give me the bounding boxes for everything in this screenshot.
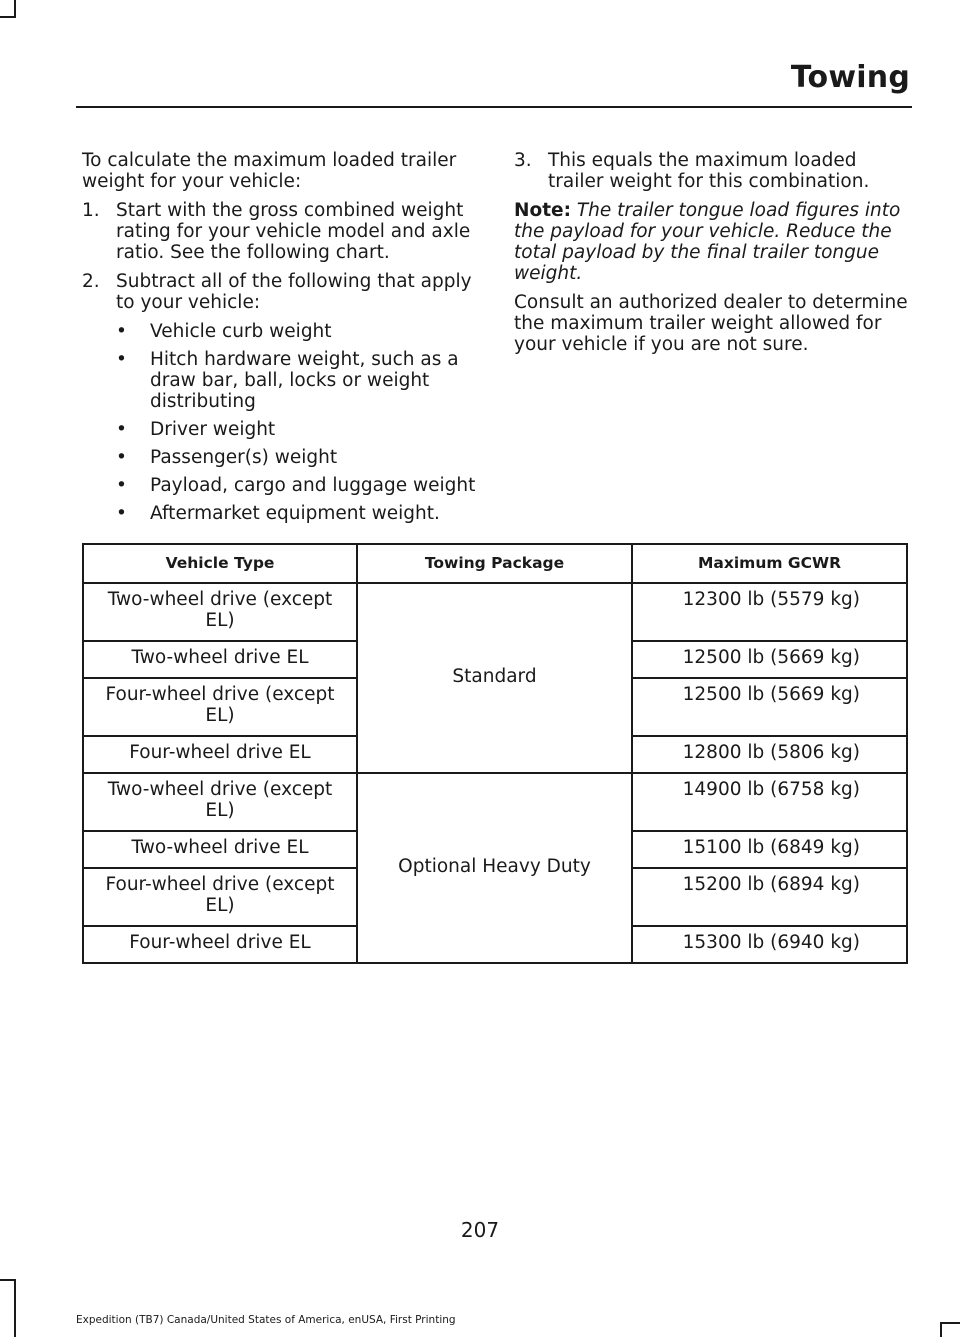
list-item	[82, 349, 482, 412]
list-item-text: Hitch hardware weight, such as a draw bar, ball, locks or weight distributing	[150, 349, 459, 412]
gcwr-cell: 12300 lb (5579 kg)	[632, 583, 907, 641]
step-3	[514, 150, 910, 192]
crop-mark-bottom-right	[940, 1322, 960, 1324]
header-divider	[76, 106, 912, 108]
bullet-icon: •	[116, 349, 127, 370]
page-title: Towing	[790, 60, 910, 95]
list-item-text: Payload, cargo and luggage weight	[150, 475, 476, 496]
step-1	[82, 200, 482, 263]
towing-package-cell: Standard	[357, 583, 632, 773]
crop-mark-top-left	[0, 16, 16, 18]
subtract-list	[82, 321, 482, 524]
bullet-icon: •	[116, 503, 127, 524]
gcwr-cell: 15200 lb (6894 kg)	[632, 868, 907, 926]
step-number: 2.	[82, 271, 100, 292]
list-item-text: Aftermarket equipment weight.	[150, 503, 440, 524]
gcwr-cell: 14900 lb (6758 kg)	[632, 773, 907, 831]
consult-text: Consult an authorized dealer to determine the maximum trailer weight allowed for your vehicle if you are not sure.	[514, 292, 908, 355]
step-text: Subtract all of the following that apply to your vehicle:	[116, 271, 472, 313]
bullet-icon: •	[116, 447, 127, 468]
table-header-row	[83, 544, 907, 583]
gcwr-cell: 12500 lb (5669 kg)	[632, 641, 907, 678]
vehicle-type-cell: Four-wheel drive EL	[83, 736, 357, 773]
list-item-text: Driver weight	[150, 419, 276, 440]
gcwr-cell: 15300 lb (6940 kg)	[632, 926, 907, 963]
gcwr-cell: 15100 lb (6849 kg)	[632, 831, 907, 868]
gcwr-cell: 12500 lb (5669 kg)	[632, 678, 907, 736]
footer-text: Expedition (TB7) Canada/United States of America, enUSA, First Printing	[76, 1314, 456, 1326]
step-number: 1.	[82, 200, 100, 221]
vehicle-type-cell: Four-wheel drive (except EL)	[83, 868, 357, 926]
step-number: 3.	[514, 150, 532, 171]
list-item	[82, 447, 482, 468]
crop-mark-bottom-left	[14, 1279, 16, 1337]
list-item-text: Vehicle curb weight	[150, 321, 332, 342]
step-2	[82, 271, 482, 313]
table-row	[83, 583, 907, 641]
vehicle-type-cell: Four-wheel drive EL	[83, 926, 357, 963]
towing-package-cell: Optional Heavy Duty	[357, 773, 632, 963]
vehicle-type-cell: Two-wheel drive EL	[83, 641, 357, 678]
note	[514, 200, 910, 284]
crop-mark-bottom-left	[0, 1279, 16, 1281]
right-column	[514, 150, 910, 363]
bullet-icon: •	[116, 419, 127, 440]
vehicle-type-cell: Four-wheel drive (except EL)	[83, 678, 357, 736]
vehicle-type-cell: Two-wheel drive (except EL)	[83, 773, 357, 831]
list-item	[82, 419, 482, 440]
step-text: Start with the gross combined weight rating for your vehicle model and axle ratio. See the following chart.	[116, 200, 471, 263]
vehicle-type-cell: Two-wheel drive (except EL)	[83, 583, 357, 641]
bullet-icon: •	[116, 321, 127, 342]
list-item	[82, 321, 482, 342]
note-text: The trailer tongue load figures into the payload for your vehicle. Reduce the total payload by the final trailer tongue weight.	[514, 200, 901, 284]
left-column	[82, 150, 482, 531]
table-row	[83, 773, 907, 831]
column-header-vehicle-type: Vehicle Type	[83, 544, 357, 583]
column-header-maximum-gcwr: Maximum GCWR	[632, 544, 907, 583]
column-header-towing-package: Towing Package	[357, 544, 632, 583]
gcwr-table	[82, 543, 908, 964]
page-number: 207	[460, 1218, 500, 1242]
bullet-icon: •	[116, 475, 127, 496]
list-item	[82, 503, 482, 524]
list-item	[82, 475, 482, 496]
note-label: Note:	[514, 200, 571, 221]
gcwr-cell: 12800 lb (5806 kg)	[632, 736, 907, 773]
crop-mark-bottom-right	[940, 1322, 942, 1337]
step-text: This equals the maximum loaded trailer weight for this combination.	[548, 150, 870, 192]
list-item-text: Passenger(s) weight	[150, 447, 338, 468]
intro-text: To calculate the maximum loaded trailer weight for your vehicle:	[82, 150, 457, 192]
vehicle-type-cell: Two-wheel drive EL	[83, 831, 357, 868]
